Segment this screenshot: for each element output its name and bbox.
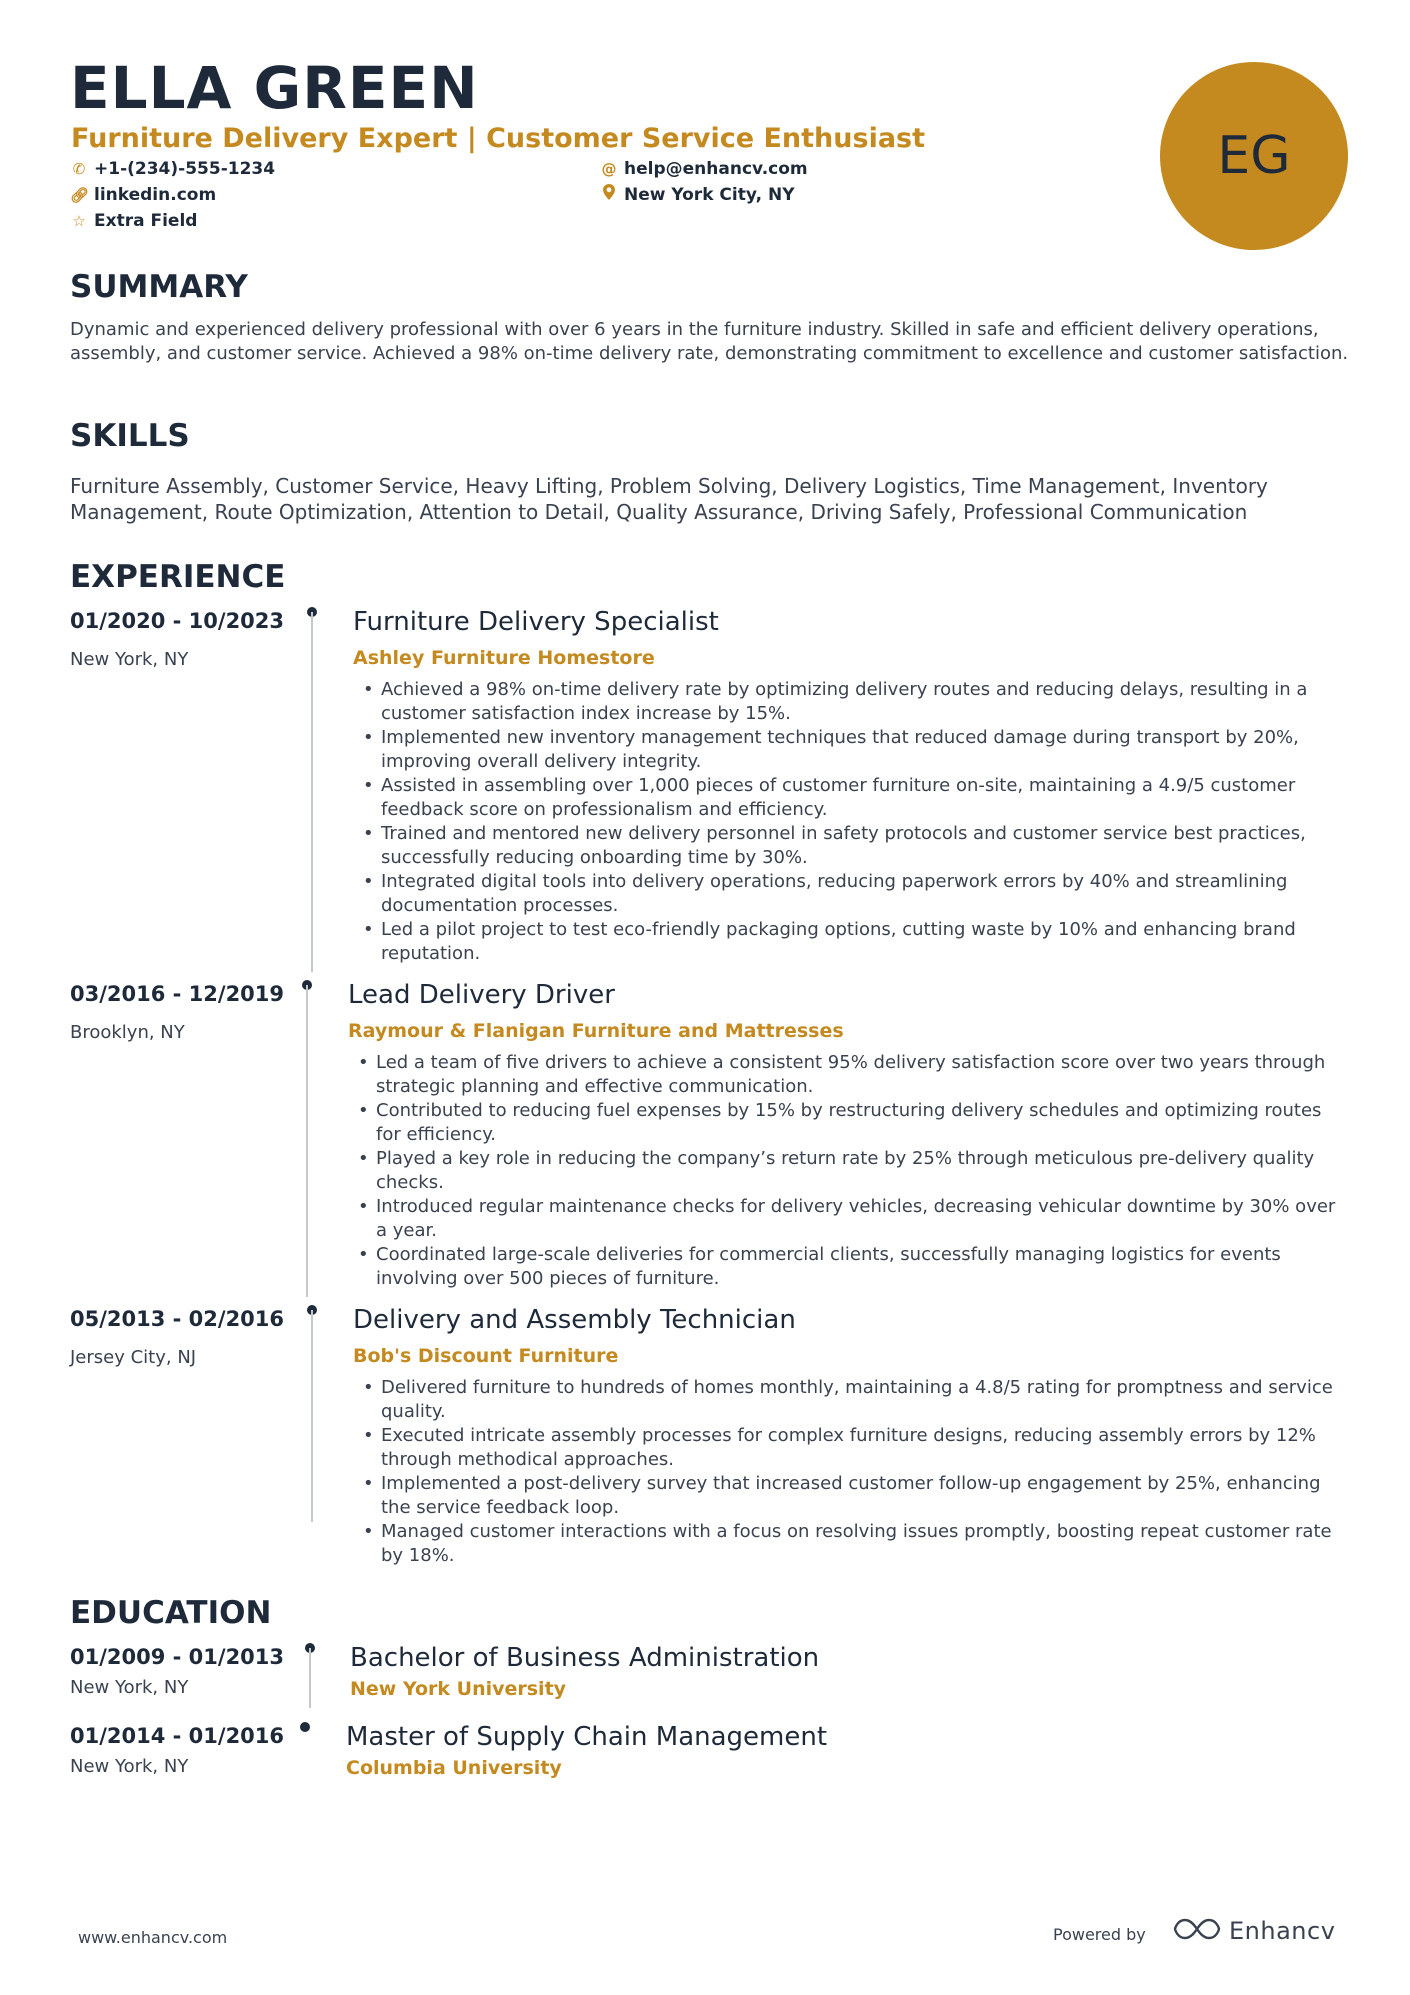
timeline-line: [306, 985, 308, 1297]
list-item: • Assisted in assembling over 1,000 pieces of customer furniture on-site, maintaining a 4.9/5 customer feedback score on professionalism and efficiency.: [353, 774, 1333, 822]
footer-website-link[interactable]: www.enhancv.com: [78, 1928, 228, 1947]
job-location: Brooklyn, NY: [70, 1022, 185, 1043]
job-bullets: [353, 678, 1333, 966]
skills-heading: SKILLS: [70, 418, 190, 454]
edu-dates: 01/2014 - 01/2016: [70, 1724, 285, 1748]
list-item: • Introduced regular maintenance checks for delivery vehicles, decreasing vehicular downtime by 30% over a year.: [348, 1195, 1343, 1243]
list-item: • Implemented a post-delivery survey that increased customer follow-up engagement by 25%, enhancing the service feedback loop.: [353, 1472, 1343, 1520]
school-name: New York University: [350, 1678, 567, 1700]
contact-extra: ☆ Extra Field: [70, 210, 197, 232]
contact-location: New York City, NY: [600, 184, 795, 206]
job-location: Jersey City, NJ: [70, 1347, 197, 1368]
list-item: • Implemented new inventory management techniques that reduced damage during transport by 20%, improving overall delivery integrity.: [353, 726, 1333, 774]
list-item: • Contributed to reducing fuel expenses by 15% by restructuring delivery schedules and optimizing routes for efficiency.: [348, 1099, 1343, 1147]
list-item: • Achieved a 98% on-time delivery rate by optimizing delivery routes and reducing delays, resulting in a customer satisfaction index increase by 15%.: [353, 678, 1333, 726]
contact-phone: ✆ +1-(234)-555-1234: [70, 158, 275, 180]
candidate-title: Furniture Delivery Expert | Customer Service Enthusiast: [71, 123, 926, 154]
summary-text: Dynamic and experienced delivery professional with over 6 years in the furniture industry. Skilled in safe and efficient delivery operations, assembly, and customer service. Achieved a 98% on-time delivery rate, demonstrating commitment to excellence and customer satisfaction.: [70, 319, 1349, 364]
job-title: Furniture Delivery Specialist: [353, 607, 719, 637]
edu-dates: 01/2009 - 01/2013: [70, 1645, 285, 1669]
list-item: • Played a key role in reducing the company’s return rate by 25% through meticulous pre-delivery quality checks.: [348, 1147, 1343, 1195]
job-title: Lead Delivery Driver: [348, 980, 615, 1010]
list-item: • Delivered furniture to hundreds of homes monthly, maintaining a 4.8/5 rating for promptness and service quality.: [353, 1376, 1343, 1424]
avatar-initials: EG: [1217, 126, 1291, 186]
company-name: Ashley Furniture Homestore: [353, 647, 655, 669]
avatar: [1160, 62, 1348, 250]
list-item: • Coordinated large-scale deliveries for commercial clients, successfully managing logistics for events involving over 500 pieces of furniture.: [348, 1243, 1343, 1291]
school-name: Columbia University: [346, 1757, 562, 1779]
timeline-line: [309, 1648, 311, 1708]
contact-email[interactable]: @ help@enhancv.com: [601, 159, 808, 179]
job-location: New York, NY: [70, 649, 189, 670]
timeline-line: [311, 612, 313, 972]
list-item: • Led a team of five drivers to achieve a consistent 95% delivery satisfaction score over two years through strategic planning and effective communication.: [348, 1051, 1343, 1099]
location-pin-icon: [600, 184, 618, 206]
summary-heading: SUMMARY: [70, 269, 248, 305]
job-title: Delivery and Assembly Technician: [353, 1305, 796, 1335]
job-bullets: [348, 1051, 1343, 1291]
star-icon: ☆: [72, 212, 86, 230]
list-item: • Managed customer interactions with a focus on resolving issues promptly, boosting repeat customer rate by 18%.: [353, 1520, 1343, 1568]
infinity-logo-icon: [1173, 1916, 1221, 1946]
job-dates: 03/2016 - 12/2019: [70, 982, 285, 1006]
job-dates: 05/2013 - 02/2016: [70, 1307, 285, 1331]
degree-title: Bachelor of Business Administration: [350, 1643, 820, 1673]
timeline-dot: [300, 1722, 310, 1732]
edu-location: New York, NY: [70, 1677, 189, 1698]
brand-name: Enhancv: [1229, 1917, 1336, 1945]
brand-logo[interactable]: [1173, 1916, 1335, 1946]
degree-title: Master of Supply Chain Management: [346, 1722, 828, 1752]
powered-by-label: Powered by: [1053, 1925, 1146, 1944]
list-item: • Trained and mentored new delivery personnel in safety protocols and customer service best practices, successfully reducing onboarding time by 30%.: [353, 822, 1333, 870]
company-name: Bob's Discount Furniture: [353, 1345, 619, 1367]
link-icon: 🔗︎: [70, 186, 90, 204]
skills-text: Furniture Assembly, Customer Service, Heavy Lifting, Problem Solving, Delivery Logistics, Time Management, Inventory Management, Route Optimization, Attention to Detail, Quality Assurance, Driving Safely, Professional Communication: [70, 474, 1268, 524]
education-heading: EDUCATION: [70, 1595, 272, 1631]
timeline-line: [311, 1310, 313, 1522]
edu-location: New York, NY: [70, 1756, 189, 1777]
list-item: • Executed intricate assembly processes for complex furniture designs, reducing assembly errors by 12% through methodical approaches.: [353, 1424, 1343, 1472]
company-name: Raymour & Flanigan Furniture and Mattresses: [348, 1020, 844, 1042]
job-dates: 01/2020 - 10/2023: [70, 609, 285, 633]
at-icon: @: [601, 160, 617, 178]
candidate-name: ELLA GREEN: [70, 54, 479, 122]
list-item: • Led a pilot project to test eco-friendly packaging options, cutting waste by 10% and enhancing brand reputation.: [353, 918, 1333, 966]
list-item: • Integrated digital tools into delivery operations, reducing paperwork errors by 40% and streamlining documentation processes.: [353, 870, 1333, 918]
job-bullets: [353, 1376, 1343, 1568]
phone-icon: ✆: [72, 160, 86, 178]
contact-linkedin[interactable]: 🔗︎ linkedin.com: [70, 185, 217, 205]
experience-heading: EXPERIENCE: [70, 559, 286, 595]
